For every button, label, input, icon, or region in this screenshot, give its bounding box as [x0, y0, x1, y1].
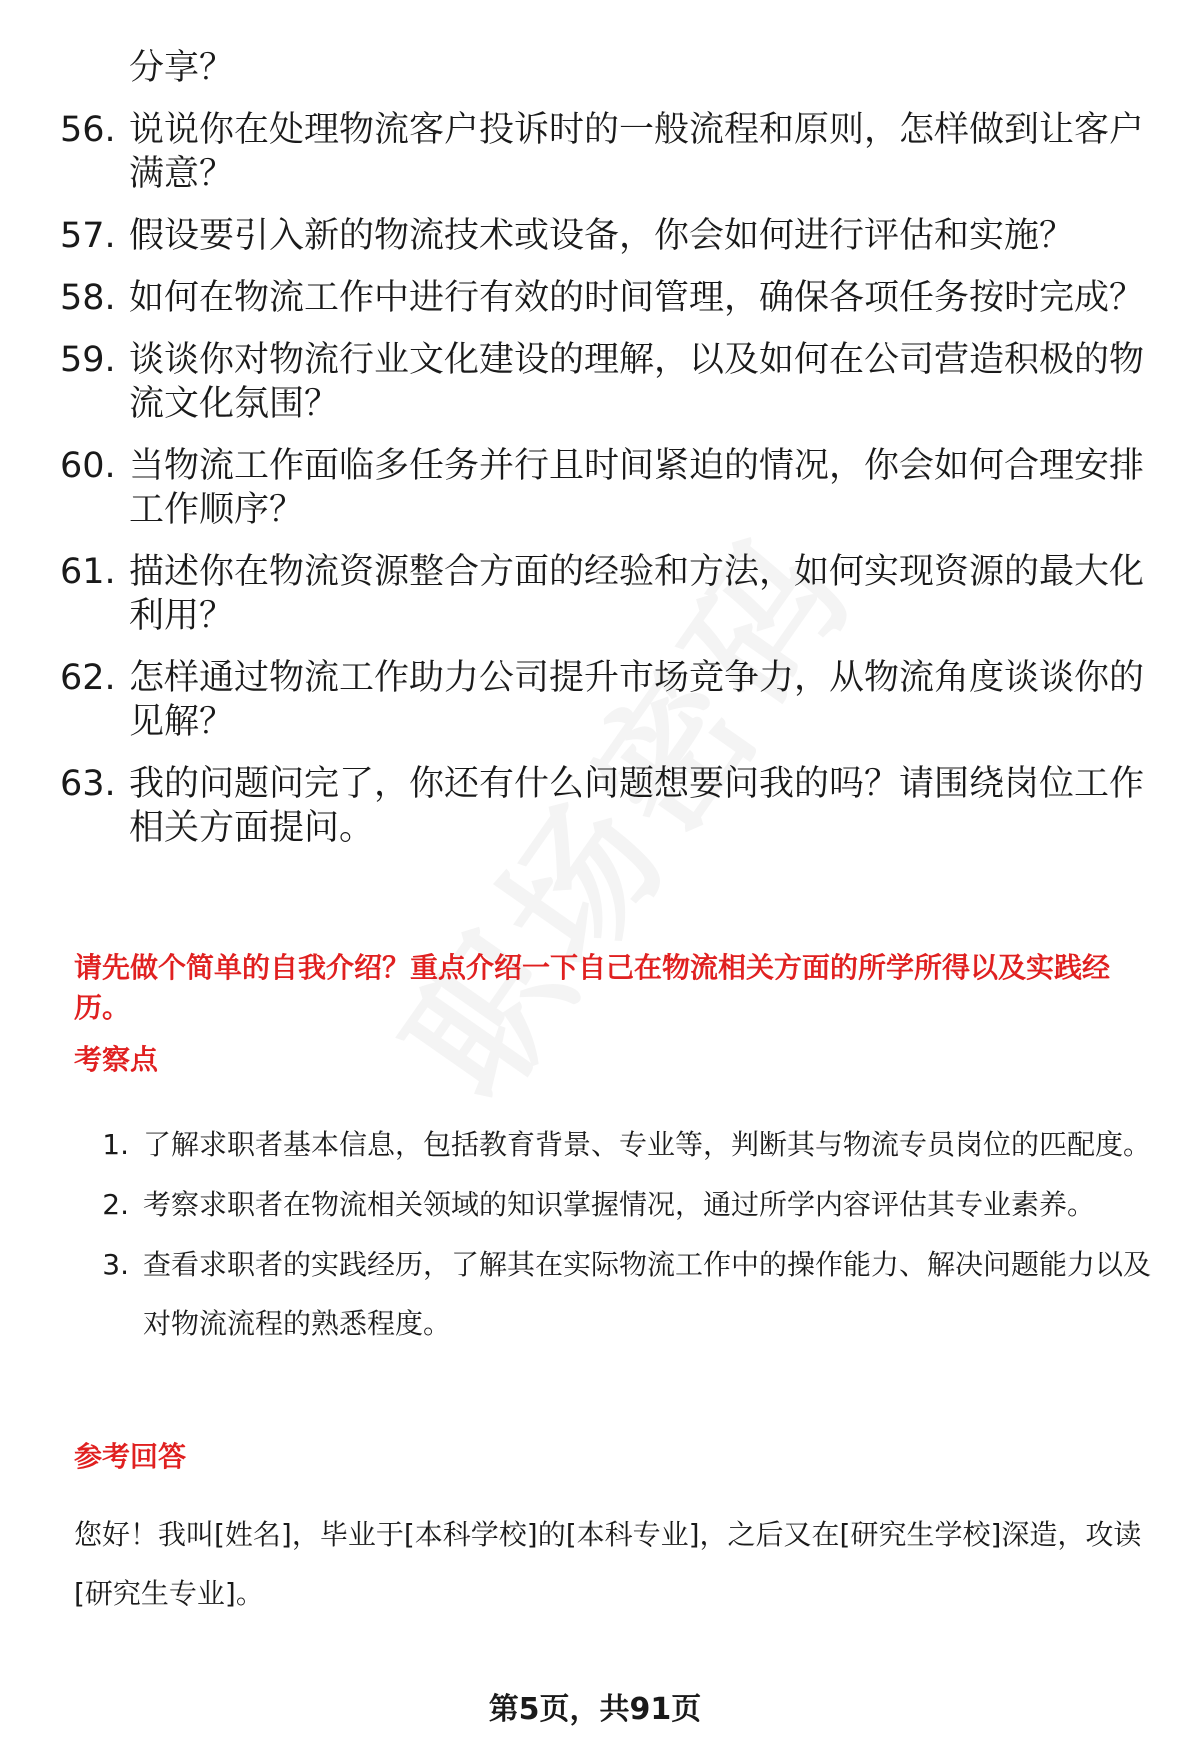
page-footer: 第5页，共91页: [488, 1692, 702, 1727]
question-list: [60, 46, 1160, 868]
question-number: 58.: [60, 278, 116, 318]
assessment-point: [74, 1175, 1164, 1234]
question-number: 60.: [60, 446, 116, 486]
question-item: [60, 108, 1160, 196]
question-number: 56.: [60, 110, 116, 150]
question-number: 61.: [60, 552, 116, 592]
point-text: 考察求职者在物流相关领域的知识掌握情况，通过所学内容评估其专业素养。: [143, 1188, 1096, 1221]
question-text: 当物流工作面临多任务并行且时间紧迫的情况，你会如何合理安排工作顺序？: [129, 446, 1145, 530]
question-text: 怎样通过物流工作助力公司提升市场竞争力，从物流角度谈谈你的见解？: [129, 658, 1145, 742]
question-text: 谈谈你对物流行业文化建设的理解，以及如何在公司营造积极的物流文化氛围？: [129, 340, 1145, 424]
point-number: 2.: [102, 1188, 129, 1221]
question-number: 59.: [60, 340, 116, 380]
assessment-points-list: [74, 1115, 1164, 1354]
highlight-question: 请先做个简单的自我介绍？重点介绍一下自己在物流相关方面的所学所得以及实践经历。: [74, 951, 1111, 1024]
question-item: [60, 338, 1160, 426]
question-item: [60, 550, 1160, 638]
question-text: 说说你在处理物流客户投诉时的一般流程和原则，怎样做到让客户满意？: [129, 110, 1145, 194]
question-number: 62.: [60, 658, 116, 698]
question-text: 如何在物流工作中进行有效的时间管理，确保各项任务按时完成？: [129, 278, 1145, 318]
question-item: [60, 214, 1160, 258]
assessment-heading: 考察点: [74, 1043, 159, 1076]
point-number: 1.: [102, 1128, 129, 1161]
assessment-point: [74, 1115, 1164, 1174]
question-continuation: 分享？: [129, 48, 235, 88]
question-item: [60, 762, 1160, 850]
question-item: [60, 656, 1160, 744]
question-number: 57.: [60, 216, 116, 256]
point-text: 了解求职者基本信息，包括教育背景、专业等，判断其与物流专员岗位的匹配度。: [143, 1128, 1152, 1161]
question-number: 63.: [60, 764, 116, 804]
question-item: [60, 276, 1160, 320]
question-text: 假设要引入新的物流技术或设备，你会如何进行评估和实施？: [129, 216, 1075, 256]
question-item: [60, 444, 1160, 532]
point-text: 查看求职者的实践经历，了解其在实际物流工作中的操作能力、解决问题能力以及对物流流程的熟悉程度。: [143, 1248, 1152, 1340]
point-number: 3.: [102, 1248, 129, 1281]
assessment-point: [74, 1235, 1164, 1353]
answer-heading: 参考回答: [74, 1440, 187, 1473]
question-text: 我的问题问完了，你还有什么问题想要问我的吗？请围绕岗位工作相关方面提问。: [129, 764, 1145, 848]
reference-answer: 您好！我叫[姓名]，毕业于[本科学校]的[本科专业]，之后又在[研究生学校]深造，攻读[研究生专业]。: [74, 1518, 1142, 1610]
question-text: 描述你在物流资源整合方面的经验和方法，如何实现资源的最大化利用？: [129, 552, 1145, 636]
